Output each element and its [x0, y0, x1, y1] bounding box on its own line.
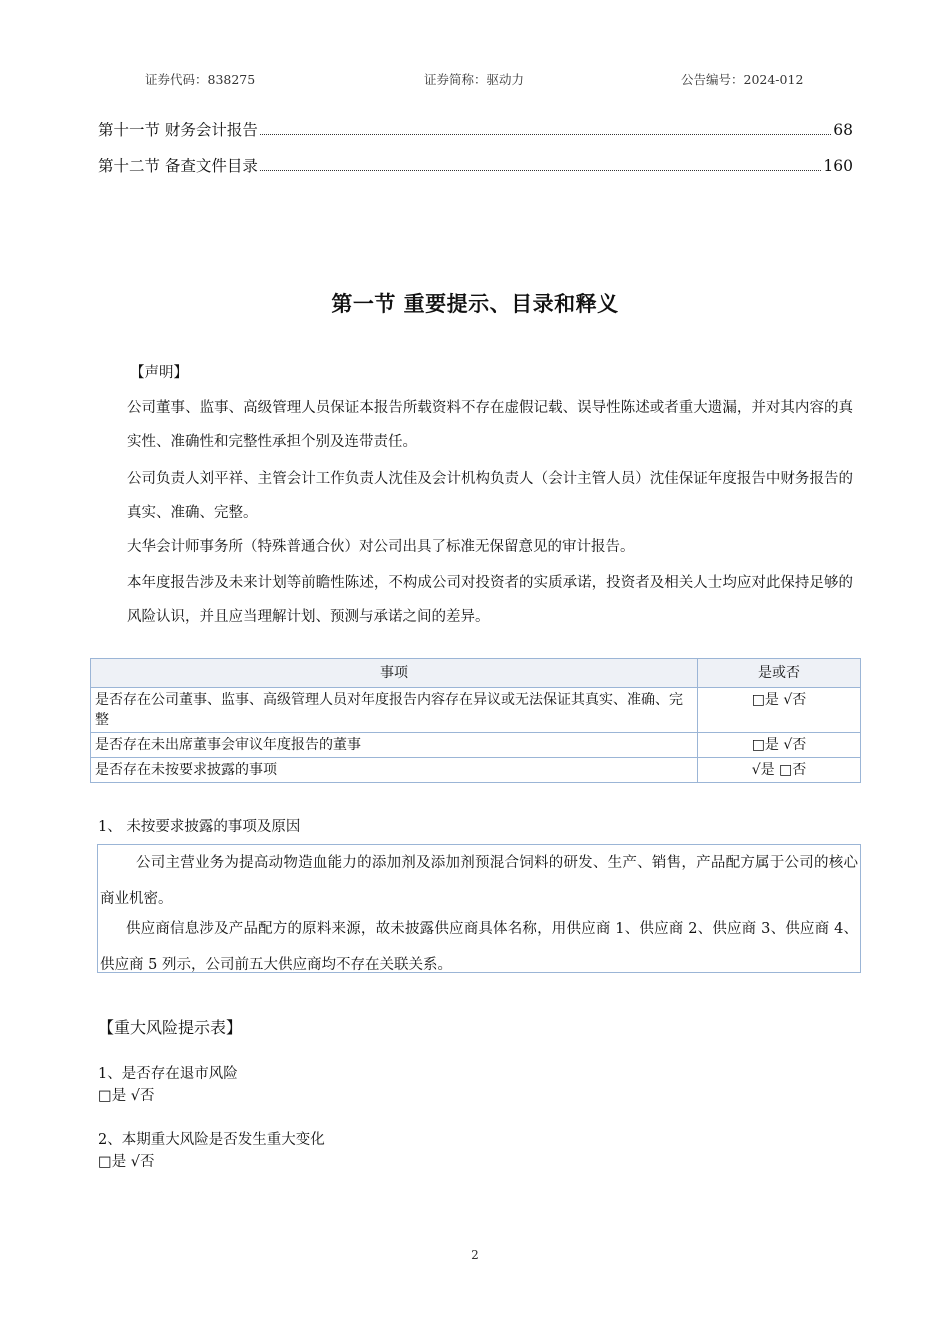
statement-p4: 本年度报告涉及未来计划等前瞻性陈述，不构成公司对投资者的实质承诺，投资者及相关人士均应对此保持足够的风险认识，并且应当理解计划、预测与承诺之间的差异。 [127, 575, 853, 625]
toc-leader [260, 170, 821, 171]
matter-answer: □是 √否 [698, 733, 861, 758]
section-title: 第一节 重要提示、目录和释义 [331, 292, 619, 316]
risk-q2: 2、本期重大风险是否发生重大变化 [98, 1132, 325, 1148]
matter-item: 是否存在公司董事、监事、高级管理人员对年度报告内容存在异议或无法保证其真实、准确、完整 [91, 688, 698, 733]
undisclosed-heading: 1、 未按要求披露的事项及原因 [98, 819, 301, 835]
risk-q1: 1、是否存在退市风险 [98, 1066, 238, 1082]
undisclosed-p2: 供应商信息涉及产品配方的原料来源，故未披露供应商具体名称，用供应商 1、供应商 2、供应商 3、供应商 4、供应商 5 列示，公司前五大供应商均不存在关联关系。 [100, 921, 858, 973]
risk-a1: □是 √否 [98, 1088, 155, 1104]
matter-answer: □是 √否 [698, 688, 861, 733]
undisclosed-p1: 公司主营业务为提高动物造血能力的添加剂及添加剂预混合饲料的研发、生产、销售，产品配方属于公司的核心商业机密。 [100, 855, 858, 907]
toc-page: 160 [823, 157, 853, 175]
table-row [91, 688, 861, 733]
statement-p3: 大华会计师事务所（特殊普通合伙）对公司出具了标准无保留意见的审计报告。 [127, 539, 635, 555]
matter-item: 是否存在未按要求披露的事项 [91, 758, 698, 783]
matters-table [90, 658, 861, 783]
table-header-row [91, 659, 861, 688]
notice-number: 公告编号：2024-012 [681, 72, 804, 87]
toc-page: 68 [833, 121, 853, 139]
toc-leader [260, 134, 831, 135]
toc-entry[interactable] [98, 154, 853, 176]
stock-short-name: 证券简称：驱动力 [424, 72, 525, 87]
toc-title: 第十二节 备查文件目录 [98, 157, 258, 175]
table-row [91, 733, 861, 758]
undisclosed-reason-box [97, 844, 861, 973]
table-row [91, 758, 861, 783]
matter-item: 是否存在未出席董事会审议年度报告的董事 [91, 733, 698, 758]
risk-a2: □是 √否 [98, 1154, 155, 1170]
matter-answer: √是 □否 [698, 758, 861, 783]
risk-heading: 【重大风险提示表】 [98, 1018, 243, 1037]
statement-paragraph [98, 391, 853, 459]
stock-code: 证券代码：838275 [145, 72, 256, 87]
statement-paragraph [98, 462, 853, 530]
statement-p1: 公司董事、监事、高级管理人员保证本报告所载资料不存在虚假记载、误导性陈述或者重大遗漏，并对其内容的真实性、准确性和完整性承担个别及连带责任。 [127, 400, 853, 450]
toc-entry[interactable] [98, 118, 853, 140]
toc-title: 第十一节 财务会计报告 [98, 121, 258, 139]
statement-heading: 【声明】 [130, 365, 188, 381]
col-header-answer: 是或否 [698, 659, 861, 688]
page-number: 2 [471, 1248, 479, 1262]
col-header-item: 事项 [91, 659, 698, 688]
statement-paragraph [98, 566, 853, 634]
statement-p2: 公司负责人刘平祥、主管会计工作负责人沈佳及会计机构负责人（会计主管人员）沈佳保证年度报告中财务报告的真实、准确、完整。 [127, 471, 853, 521]
statement-paragraph [98, 530, 853, 564]
